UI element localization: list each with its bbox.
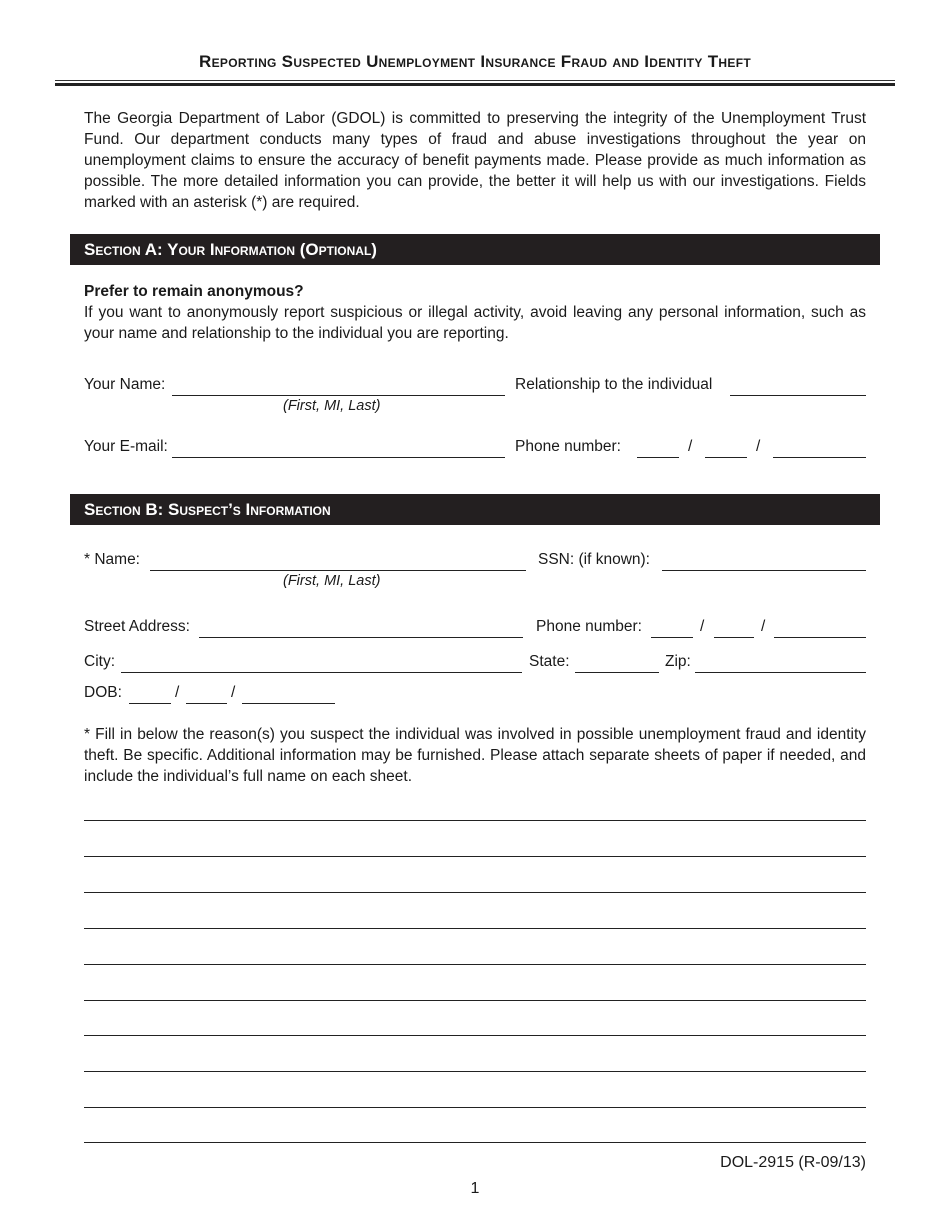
dob-day-field[interactable] bbox=[186, 703, 227, 704]
your-name-field[interactable] bbox=[172, 395, 505, 396]
your-phone-area-field[interactable] bbox=[637, 457, 679, 458]
phone-separator: / bbox=[761, 618, 766, 635]
suspect-phone-area-field[interactable] bbox=[651, 637, 693, 638]
anonymous-heading: Prefer to remain anonymous? bbox=[84, 283, 304, 300]
document-title: Reporting Suspected Unemployment Insurance Fraud and Identity Theft bbox=[199, 52, 751, 71]
suspect-name-field[interactable] bbox=[150, 570, 526, 571]
header-rule-top bbox=[55, 80, 895, 81]
section-a-header: Section A: Your Information (Optional) bbox=[70, 234, 880, 265]
reason-line[interactable] bbox=[84, 1142, 866, 1143]
phone-separator: / bbox=[688, 438, 693, 455]
street-address-field[interactable] bbox=[199, 637, 523, 638]
your-email-field[interactable] bbox=[172, 457, 505, 458]
section-b-header: Section B: Suspect’s Information bbox=[70, 494, 880, 525]
phone-separator: / bbox=[700, 618, 705, 635]
relationship-label: Relationship to the individual bbox=[515, 376, 713, 393]
suspect-phone-prefix-field[interactable] bbox=[714, 637, 754, 638]
your-email-label: Your E-mail: bbox=[84, 438, 168, 455]
suspect-phone-line-field[interactable] bbox=[774, 637, 866, 638]
reason-line[interactable] bbox=[84, 1035, 866, 1036]
intro-paragraph: The Georgia Department of Labor (GDOL) is committed to preserving the integrity of the Unemployment Trust Fund. Our department conducts many types of fraud and abuse investigations throughout the year on unemployment claims to ensure the accuracy of benefit payments made. Please provide as much information as possible. The more detailed information you can provide, the better it will help us with our investigations. Fields marked with an asterisk (*) are required. bbox=[84, 110, 866, 211]
street-address-label: Street Address: bbox=[84, 618, 190, 635]
reason-line[interactable] bbox=[84, 1071, 866, 1072]
your-phone-line-field[interactable] bbox=[773, 457, 866, 458]
reason-line[interactable] bbox=[84, 964, 866, 965]
suspect-name-hint: (First, MI, Last) bbox=[283, 573, 381, 589]
dob-label: DOB: bbox=[84, 684, 122, 701]
reason-line[interactable] bbox=[84, 892, 866, 893]
your-name-hint: (First, MI, Last) bbox=[283, 398, 381, 414]
ssn-field[interactable] bbox=[662, 570, 866, 571]
date-separator: / bbox=[231, 684, 236, 701]
your-phone-label: Phone number: bbox=[515, 438, 621, 455]
reason-instructions: * Fill in below the reason(s) you suspect the individual was involved in possible unemployment fraud and identity theft. Be specific. Additional information may be furnished. Please attach separate sheets of paper if needed, and include the individual’s full name on each sheet. bbox=[84, 726, 866, 785]
dob-month-field[interactable] bbox=[129, 703, 171, 704]
your-name-label: Your Name: bbox=[84, 376, 166, 393]
city-field[interactable] bbox=[121, 672, 522, 673]
reason-line[interactable] bbox=[84, 856, 866, 857]
dob-year-field[interactable] bbox=[242, 703, 335, 704]
suspect-phone-label: Phone number: bbox=[536, 618, 642, 635]
form-code: DOL-2915 (R-09/13) bbox=[720, 1154, 866, 1171]
anonymous-text: If you want to anonymously report suspicious or illegal activity, avoid leaving any personal information, such as your name and relationship to the individual you are reporting. bbox=[84, 304, 866, 342]
state-field[interactable] bbox=[575, 672, 659, 673]
ssn-label: SSN: (if known): bbox=[538, 551, 650, 568]
zip-label: Zip: bbox=[665, 653, 691, 670]
zip-field[interactable] bbox=[695, 672, 866, 673]
relationship-field[interactable] bbox=[730, 395, 866, 396]
reason-line[interactable] bbox=[84, 1107, 866, 1108]
header-rule-bottom bbox=[55, 83, 895, 86]
phone-separator: / bbox=[756, 438, 761, 455]
reason-line[interactable] bbox=[84, 928, 866, 929]
suspect-name-label: * Name: bbox=[84, 551, 140, 568]
reason-line[interactable] bbox=[84, 1000, 866, 1001]
date-separator: / bbox=[175, 684, 180, 701]
page-number: 1 bbox=[470, 1180, 480, 1197]
city-label: City: bbox=[84, 653, 115, 670]
state-label: State: bbox=[529, 653, 570, 670]
your-phone-prefix-field[interactable] bbox=[705, 457, 747, 458]
reason-line[interactable] bbox=[84, 820, 866, 821]
